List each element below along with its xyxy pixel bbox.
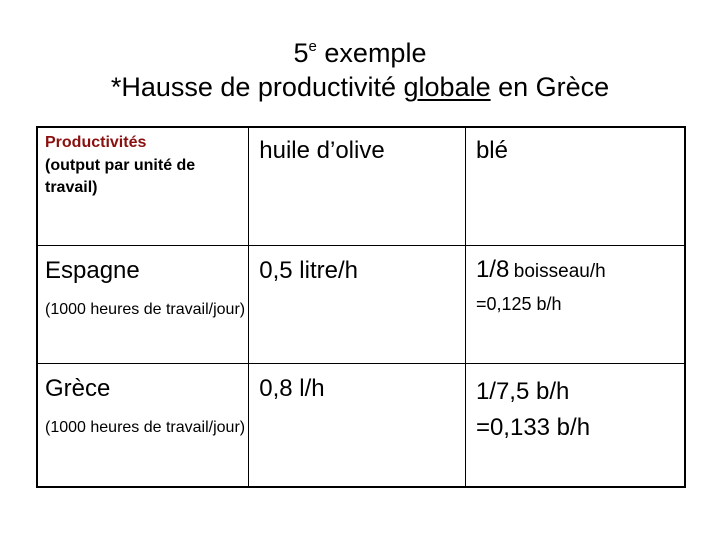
title-pre: *Hausse de productivité [110,72,396,102]
ble-unit: boisseau/h [513,260,606,282]
ble-cell [465,245,685,363]
column-header-olive: huile d’olive [259,137,385,164]
table-row-espagne [37,245,685,363]
header-label-cell [37,127,249,245]
title-underlined-word: globale [403,72,491,102]
row-country: Grèce [45,374,111,402]
header-label-sub: (output par unité de travail) [45,157,196,196]
ble-line2: =0,133 b/h [475,413,591,441]
olive-cell [249,363,466,487]
table-row-grece [37,363,685,487]
header-olive-cell [249,127,466,245]
ble-cell [465,363,685,487]
olive-value: 0,8 l/h [259,374,325,402]
slide-title-line2 [0,70,720,104]
row-note: (1000 heures de travail/jour) [45,418,246,436]
row-note: (1000 heures de travail/jour) [45,300,246,318]
olive-value: 0,5 litre/h [259,256,358,284]
productivity-table [36,126,686,488]
table-header-row [37,127,685,245]
row-label-cell [37,363,249,487]
ble-fraction: 1/8 [475,255,510,283]
header-label-main: Productivités [45,134,147,151]
title-superscript: e [308,38,317,55]
column-header-ble: blé [475,137,508,164]
ble-equivalent: =0,125 b/h [475,293,562,314]
row-label-cell [37,245,249,363]
title-word: exemple [324,38,427,68]
slide-title-line1 [0,30,720,70]
olive-cell [249,245,466,363]
title-number: 5 [293,38,309,68]
title-post: en Grèce [498,72,610,102]
header-ble-cell [465,127,685,245]
row-country: Espagne [45,256,140,284]
ble-line1: 1/7,5 b/h [475,377,570,405]
